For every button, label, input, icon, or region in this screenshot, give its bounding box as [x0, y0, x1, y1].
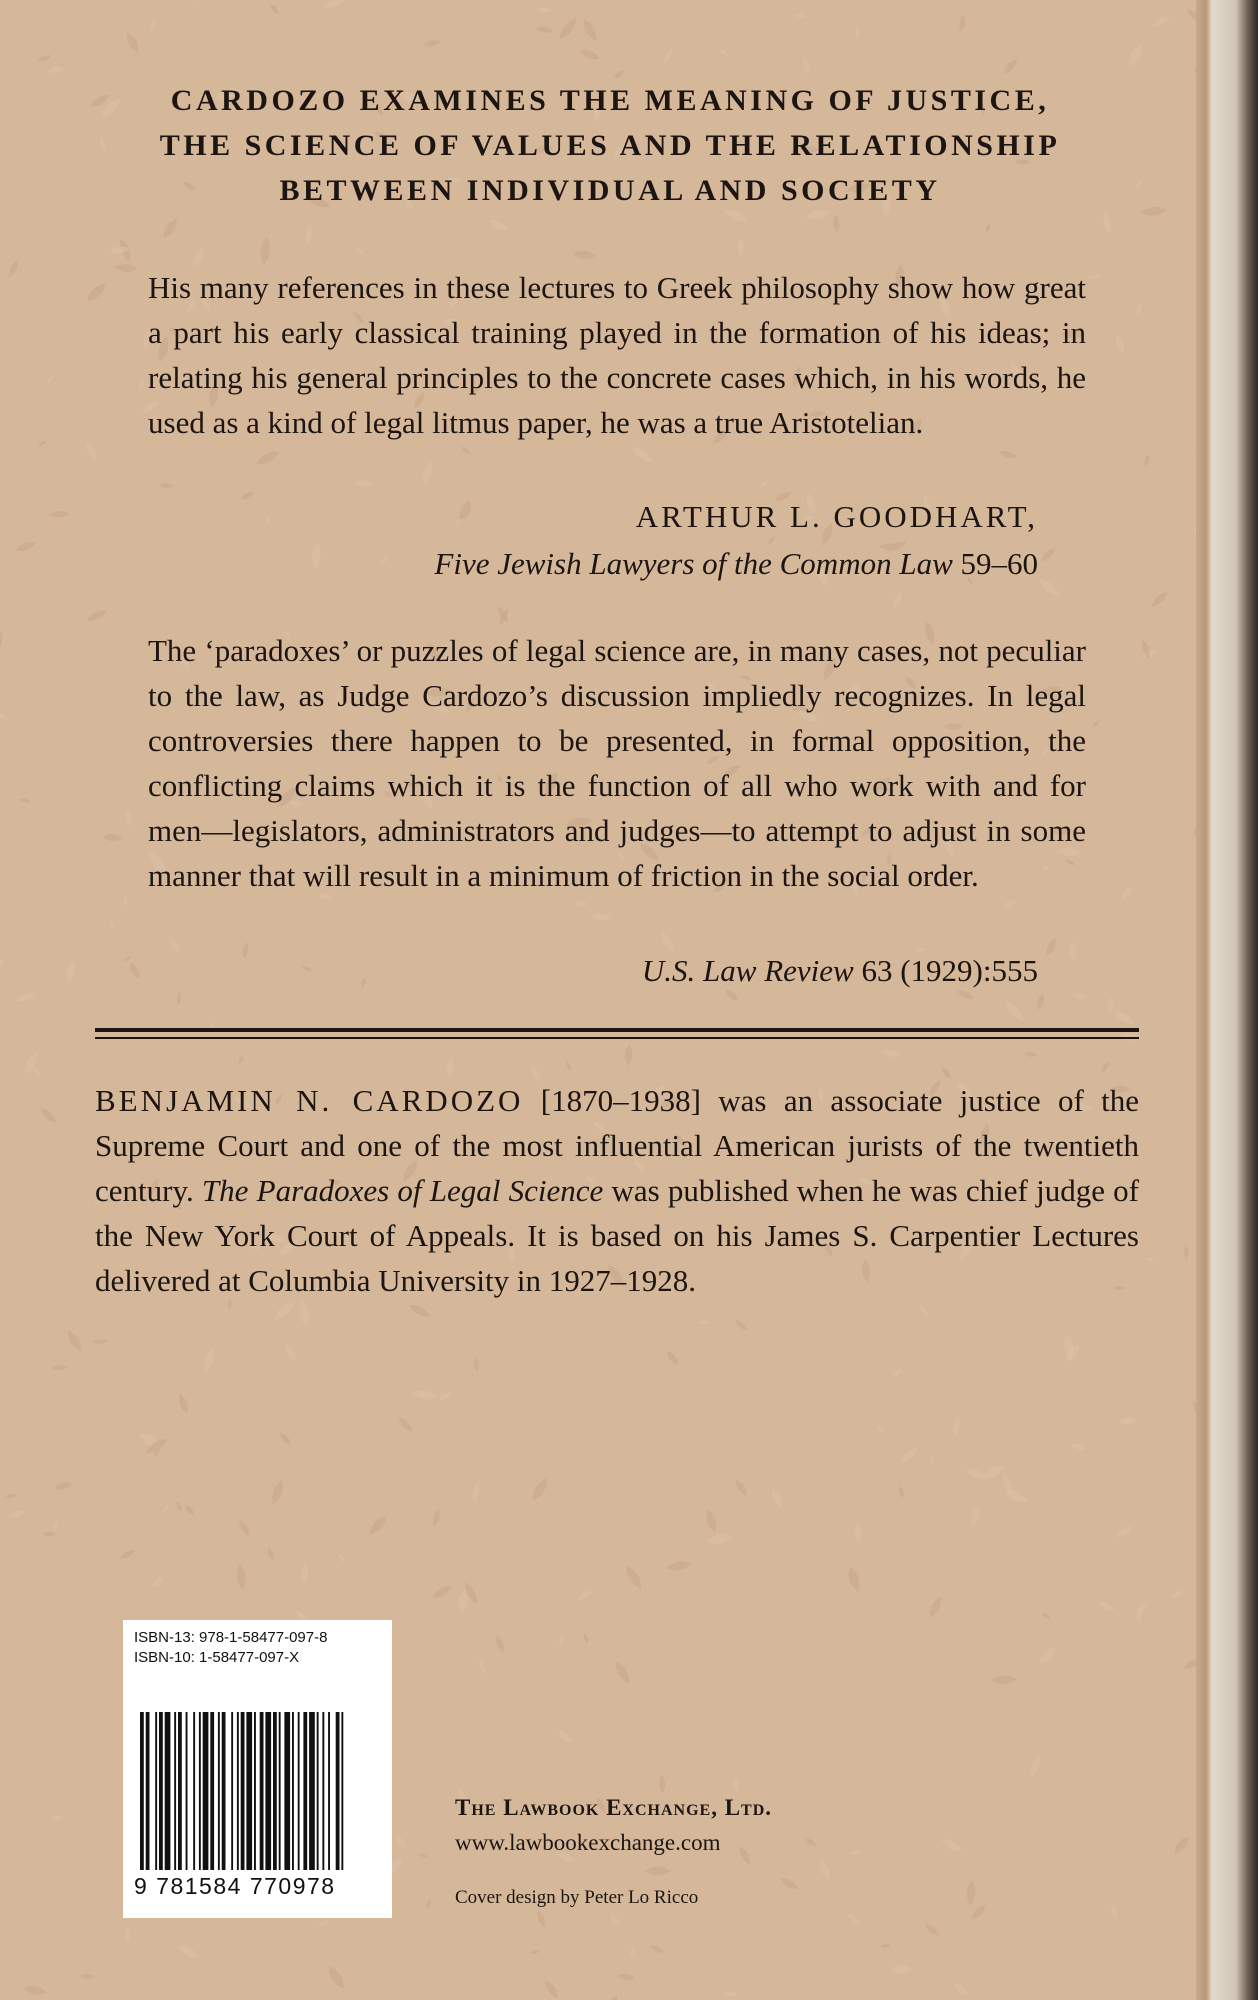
leaf-motif	[1044, 936, 1059, 957]
leaf-motif	[968, 1504, 982, 1528]
leaf-motif	[612, 1659, 633, 1687]
leaf-motif	[379, 556, 390, 563]
leaf-motif	[22, 1984, 48, 1997]
leaf-motif	[102, 834, 123, 842]
leaf-motif	[778, 1875, 800, 1892]
leaf-motif	[237, 1054, 244, 1065]
leaf-motif	[176, 992, 182, 1006]
leaf-motif	[354, 245, 367, 257]
leaf-motif	[1036, 576, 1062, 599]
barcode-bar	[231, 1712, 233, 1870]
leaf-motif	[436, 1391, 453, 1403]
leaf-motif	[477, 1659, 489, 1676]
leaf-motif	[759, 479, 769, 490]
leaf-motif	[629, 444, 655, 466]
isbn-10: ISBN-10: 1-58477-097-X	[134, 1649, 300, 1666]
leaf-motif	[535, 1910, 547, 1928]
leaf-motif	[6, 259, 20, 279]
bio-book-title: The Paradoxes of Legal Science	[201, 1173, 604, 1208]
leaf-motif	[846, 1565, 863, 1594]
leaf-motif	[558, 1636, 563, 1647]
leaf-motif	[162, 1503, 171, 1513]
leaf-motif	[930, 1456, 935, 1466]
leaf-motif	[92, 1338, 108, 1344]
leaf-motif	[420, 460, 435, 486]
leaf-motif	[353, 479, 374, 489]
leaf-motif	[1119, 884, 1135, 901]
leaf-motif	[1110, 1903, 1118, 1917]
leaf-motif	[325, 1964, 347, 1992]
quote-law-review-text: The ‘paradoxes’ or puzzles of legal science are, in many cases, not peculiar to the law, as Judge Cardozo’s discussion impliedly recognizes. In legal controversies there happen to be presented, in formal opposition, the conflicting claims which it is the function of all who work with and for men—legislators, administrators and judges—to attempt to adjust in some manner that will result in a minimum of friction in the social order.	[148, 633, 1086, 893]
barcode-bar	[254, 1712, 256, 1870]
leaf-motif	[321, 0, 345, 11]
leaf-motif	[609, 1913, 622, 1928]
headline-line-3: BETWEEN INDIVIDUAL AND SOCIETY	[279, 174, 941, 207]
leaf-motif	[431, 1508, 442, 1528]
leaf-motif	[1027, 1754, 1043, 1779]
leaf-motif	[1171, 1834, 1192, 1857]
leaf-motif	[1141, 206, 1168, 217]
barcode-bar	[260, 1712, 264, 1870]
barcode-bar	[328, 1712, 330, 1870]
headline-line-2: THE SCIENCE OF VALUES AND THE RELATIONSHIP	[159, 129, 1061, 162]
leaf-motif	[259, 236, 272, 265]
leaf-motif	[1036, 1644, 1059, 1666]
leaf-motif	[422, 39, 441, 48]
leaf-motif	[1035, 992, 1046, 1010]
leaf-motif	[282, 1342, 299, 1362]
leaf-motif	[979, 1462, 1007, 1483]
leaf-motif	[1118, 1417, 1138, 1425]
leaf-motif	[123, 30, 141, 55]
barcode-bar	[279, 1712, 281, 1870]
bio-name: BENJAMIN N. CARDOZO	[95, 1083, 524, 1118]
leaf-motif	[311, 543, 321, 570]
leaf-motif	[125, 1927, 131, 1941]
barcode-bars	[140, 1712, 376, 1870]
leaf-motif	[277, 1430, 293, 1447]
barcode-bar	[178, 1712, 182, 1870]
leaf-motif	[649, 1944, 665, 1955]
leaf-motif	[576, 1588, 595, 1602]
leaf-motif	[853, 1521, 862, 1544]
leaf-motif	[644, 1867, 671, 1876]
leaf-motif	[1112, 1008, 1136, 1027]
leaf-motif	[564, 1060, 573, 1072]
leaf-motif	[629, 1945, 636, 1958]
leaf-motif	[849, 1850, 861, 1855]
leaf-motif	[699, 1320, 711, 1324]
leaf-motif	[890, 1965, 915, 1974]
law-review-citation: 63 (1929):555	[861, 953, 1038, 988]
leaf-motif	[855, 27, 859, 39]
leaf-motif	[1101, 212, 1114, 235]
barcode-bar	[241, 1712, 245, 1870]
leaf-motif	[1149, 590, 1170, 610]
leaf-motif	[578, 47, 602, 63]
leaf-motif	[14, 540, 37, 555]
barcode-bar	[341, 1712, 343, 1870]
leaf-motif	[337, 1552, 346, 1564]
leaf-motif	[119, 1548, 137, 1561]
leaf-motif	[236, 1564, 247, 1591]
barcode-bar	[265, 1712, 271, 1870]
bio-text-2: was published when he was chief judge of the New York Court of Appeals. It is based on his James S. Carpentier Lectures delivered at Columbia University in 1927–1928.	[95, 1173, 1139, 1298]
leaf-motif	[704, 1508, 719, 1534]
leaf-motif	[124, 810, 133, 828]
leaf-motif	[317, 1919, 331, 1928]
leaf-motif	[952, 1981, 970, 1998]
leaf-motif	[898, 1445, 920, 1465]
leaf-motif	[1091, 719, 1102, 729]
leaf-motif	[536, 7, 552, 13]
barcode-bar	[193, 1712, 195, 1870]
leaf-motif	[926, 1594, 944, 1619]
leaf-motif	[269, 1478, 286, 1506]
leaf-motif	[793, 13, 807, 19]
leaf-motif	[659, 1775, 665, 1793]
leaf-motif	[733, 1318, 749, 1333]
leaf-motif	[665, 1560, 692, 1573]
leaf-motif	[1184, 1245, 1189, 1259]
leaf-motif	[898, 1486, 905, 1499]
leaf-motif	[733, 1477, 750, 1498]
leaf-motif	[18, 797, 31, 804]
leaf-motif	[159, 483, 174, 489]
leaf-motif	[396, 1415, 414, 1434]
leaf-motif	[149, 19, 155, 30]
leaf-motif	[418, 1852, 429, 1859]
leaf-motif	[575, 901, 589, 907]
leaf-motif	[624, 1044, 632, 1066]
leaf-motif	[1002, 1487, 1030, 1506]
leaf-motif	[832, 214, 840, 233]
leaf-motif	[189, 0, 200, 3]
leaf-motif	[407, 1302, 432, 1320]
leaf-motif	[64, 1328, 84, 1354]
leaf-motif	[446, 1059, 454, 1078]
leaf-motif	[175, 1941, 201, 1961]
leaf-motif	[360, 976, 367, 988]
leaf-motif	[366, 1513, 390, 1538]
barcode-bar	[174, 1712, 176, 1870]
leaf-motif	[737, 1844, 753, 1866]
leaf-motif	[0, 957, 6, 977]
goodhart-source-title: Five Jewish Lawyers of the Common Law	[434, 546, 953, 581]
leaf-motif	[45, 375, 53, 386]
leaf-motif	[985, 221, 992, 233]
leaf-motif	[966, 1880, 976, 1907]
leaf-motif	[52, 1365, 67, 1371]
leaf-motif	[301, 1563, 309, 1584]
leaf-motif	[572, 250, 597, 260]
leaf-motif	[494, 1634, 506, 1654]
leaf-motif	[918, 1304, 931, 1318]
quote-law-review-source	[642, 950, 1038, 992]
barcode-bar	[210, 1712, 214, 1870]
leaf-motif	[5, 1493, 17, 1499]
barcode-bar	[237, 1712, 239, 1870]
leaf-motif	[1070, 990, 1090, 1002]
leaf-motif	[15, 991, 36, 1004]
leaf-motif	[1069, 941, 1078, 962]
leaf-motif	[1002, 57, 1020, 76]
leaf-motif	[123, 896, 127, 907]
leaf-motif	[430, 1583, 454, 1601]
leaf-motif	[176, 1392, 190, 1415]
leaf-motif	[705, 1533, 732, 1547]
leaf-motif	[738, 238, 745, 257]
leaf-motif	[114, 263, 138, 273]
leaf-motif	[1135, 301, 1143, 315]
leaf-motif	[542, 1978, 561, 2000]
law-review-title: U.S. Law Review	[641, 953, 854, 988]
page-edge-shadow	[1196, 0, 1258, 2000]
barcode-bar	[218, 1712, 220, 1870]
leaf-motif	[951, 1415, 961, 1436]
barcode-bar	[336, 1712, 340, 1870]
leaf-motif	[1113, 334, 1126, 354]
goodhart-source-pages: 59–60	[960, 546, 1038, 581]
leaf-motif	[265, 515, 271, 527]
leaf-motif	[83, 442, 99, 461]
leaf-motif	[80, 1974, 95, 1980]
leaf-motif	[85, 608, 108, 624]
leaf-motif	[459, 445, 472, 455]
leaf-motif	[487, 217, 509, 233]
leaf-motif	[590, 913, 611, 920]
quote-goodhart-author	[636, 496, 1038, 538]
leaf-motif	[557, 16, 580, 42]
leaf-motif	[939, 1835, 964, 1854]
headline-line-1: CARDOZO EXAMINES THE MEANING OF JUSTICE,	[170, 84, 1050, 117]
leaf-motif	[1125, 41, 1147, 69]
leaf-motif	[1039, 546, 1058, 564]
barcode-bar	[246, 1712, 252, 1870]
leaf-motif	[617, 1973, 636, 1981]
barcode-bar	[322, 1712, 324, 1870]
leaf-motif	[266, 1546, 275, 1560]
leaf-motif	[122, 955, 132, 963]
leaf-motif	[53, 1521, 59, 1532]
divider-thin	[95, 1037, 1139, 1039]
leaf-motif	[958, 14, 966, 32]
leaf-motif	[84, 280, 109, 305]
leaf-motif	[529, 1476, 551, 1503]
leaf-motif	[802, 58, 811, 76]
barcode-bar	[222, 1712, 226, 1870]
barcode-bar	[309, 1712, 315, 1870]
barcode-bar	[292, 1712, 294, 1870]
divider-thick	[95, 1028, 1139, 1032]
quote-goodhart-source	[434, 543, 1038, 585]
leaf-motif	[473, 1357, 479, 1372]
leaf-motif	[127, 961, 142, 981]
leaf-motif	[1085, 273, 1101, 280]
barcode-bar	[273, 1712, 277, 1870]
leaf-motif	[202, 1347, 217, 1373]
leaf-motif	[1069, 1441, 1087, 1452]
barcode-digits: 9 781584 770978	[134, 1873, 336, 1899]
barcode-bar	[146, 1712, 150, 1870]
leaf-motif	[556, 1729, 575, 1746]
leaf-motif	[37, 53, 52, 63]
leaf-motif	[304, 224, 314, 245]
quote-goodhart-text: His many references in these lectures to Greek philosophy show how great a part his early classical training played in the formation of his ideas; in relating his general principles to the concrete cases which, in his words, he used as a kind of legal litmus paper, he was a true Aristotelian.	[148, 270, 1086, 440]
barcode-bar	[317, 1712, 319, 1870]
leaf-motif	[1023, 1052, 1037, 1058]
leaf-motif	[49, 511, 69, 518]
leaf-motif	[268, 2, 281, 16]
leaf-motif	[63, 960, 78, 985]
leaf-motif	[297, 1299, 311, 1328]
leaf-motif	[603, 1993, 621, 2000]
leaf-motif	[183, 1503, 196, 1516]
barcode-bar	[199, 1712, 201, 1870]
leaf-motif	[845, 1911, 861, 1925]
cover-design-credit: Cover design by Peter Lo Ricco	[455, 1887, 699, 1908]
leaf-motif	[535, 25, 554, 34]
goodhart-name: ARTHUR L. GOODHART,	[635, 499, 1038, 534]
leaf-motif	[424, 1898, 432, 1910]
leaf-motif	[39, 1105, 59, 1125]
leaf-motif	[8, 1508, 26, 1519]
leaf-motif	[804, 1836, 818, 1848]
barcode-bar	[186, 1712, 188, 1870]
leaf-motif	[42, 1532, 56, 1537]
leaf-motif	[662, 47, 674, 64]
leaf-motif	[998, 449, 1018, 460]
leaf-motif	[254, 448, 281, 467]
leaf-motif	[923, 1921, 941, 1938]
leaf-motif	[300, 964, 313, 973]
leaf-motif	[1143, 454, 1151, 468]
leaf-motif	[411, 1389, 438, 1401]
leaf-motif	[167, 935, 183, 955]
leaf-motif	[46, 65, 66, 74]
leaf-motif	[393, 1833, 409, 1850]
publisher-url: www.lawbookexchange.com	[455, 1830, 721, 1855]
leaf-motif	[1107, 997, 1113, 1013]
leaf-motif	[664, 1349, 680, 1367]
leaf-motif	[717, 47, 729, 58]
leaf-motif	[1144, 1256, 1155, 1262]
leaf-motif	[0, 708, 10, 722]
barcode-bar	[298, 1712, 300, 1870]
leaf-motif	[1041, 1612, 1052, 1620]
leaf-motif	[31, 1067, 42, 1077]
leaf-motif	[1099, 1060, 1111, 1075]
bio-text-1: [1870–1938] was an associate justice of the Supreme Court and one of the most influential American jurists of the twentieth century.	[95, 1083, 1139, 1208]
leaf-motif	[724, 1991, 738, 1998]
publisher-name: The Lawbook Exchange, Ltd.	[455, 1795, 773, 1820]
leaf-motif	[890, 590, 904, 610]
leaf-motif	[151, 1575, 166, 1588]
leaf-motif	[623, 1563, 645, 1591]
author-bio	[95, 1078, 1139, 1303]
leaf-motif	[160, 216, 181, 241]
leaf-motif	[138, 379, 146, 391]
leaf-motif	[892, 1368, 904, 1380]
barcode-bar	[284, 1712, 290, 1870]
leaf-motif	[53, 1480, 74, 1492]
barcode-box	[123, 1620, 392, 1918]
leaf-motif	[970, 1902, 989, 1921]
leaf-motif	[876, 1424, 886, 1434]
isbn-13: ISBN-13: 978-1-58477-097-8	[134, 1629, 328, 1646]
leaf-motif	[1170, 1589, 1185, 1599]
headline	[95, 78, 1125, 213]
leaf-motif	[580, 17, 599, 43]
leaf-motif	[1097, 1599, 1116, 1612]
leaf-motif	[175, 1500, 183, 1512]
barcode-bar	[140, 1712, 144, 1870]
leaf-motif	[879, 1943, 891, 1948]
leaf-motif	[1151, 13, 1171, 29]
barcode-bar	[165, 1712, 171, 1870]
barcode-bar	[203, 1712, 209, 1870]
leaf-motif	[471, 1482, 481, 1502]
leaf-motif	[991, 1675, 1017, 1685]
barcode-bar	[159, 1712, 163, 1870]
leaf-motif	[239, 490, 255, 502]
leaf-motif	[37, 439, 47, 447]
leaf-motif	[731, 1776, 740, 1793]
leaf-motif	[1003, 998, 1027, 1023]
leaf-motif	[0, 630, 6, 656]
leaf-motif	[582, 1632, 589, 1644]
leaf-motif	[880, 1048, 902, 1059]
leaf-motif	[241, 942, 249, 959]
leaf-motif	[107, 918, 115, 930]
leaf-motif	[1135, 178, 1145, 189]
leaf-motif	[816, 1857, 833, 1882]
barcode-bar	[155, 1712, 157, 1870]
leaf-motif	[1001, 899, 1017, 909]
leaf-motif	[530, 1949, 541, 1955]
leaf-motif	[237, 1518, 252, 1538]
leaf-motif	[51, 1815, 64, 1820]
barcode-bar	[303, 1712, 307, 1870]
leaf-motif	[1114, 1523, 1134, 1540]
leaf-motif	[769, 1487, 786, 1511]
